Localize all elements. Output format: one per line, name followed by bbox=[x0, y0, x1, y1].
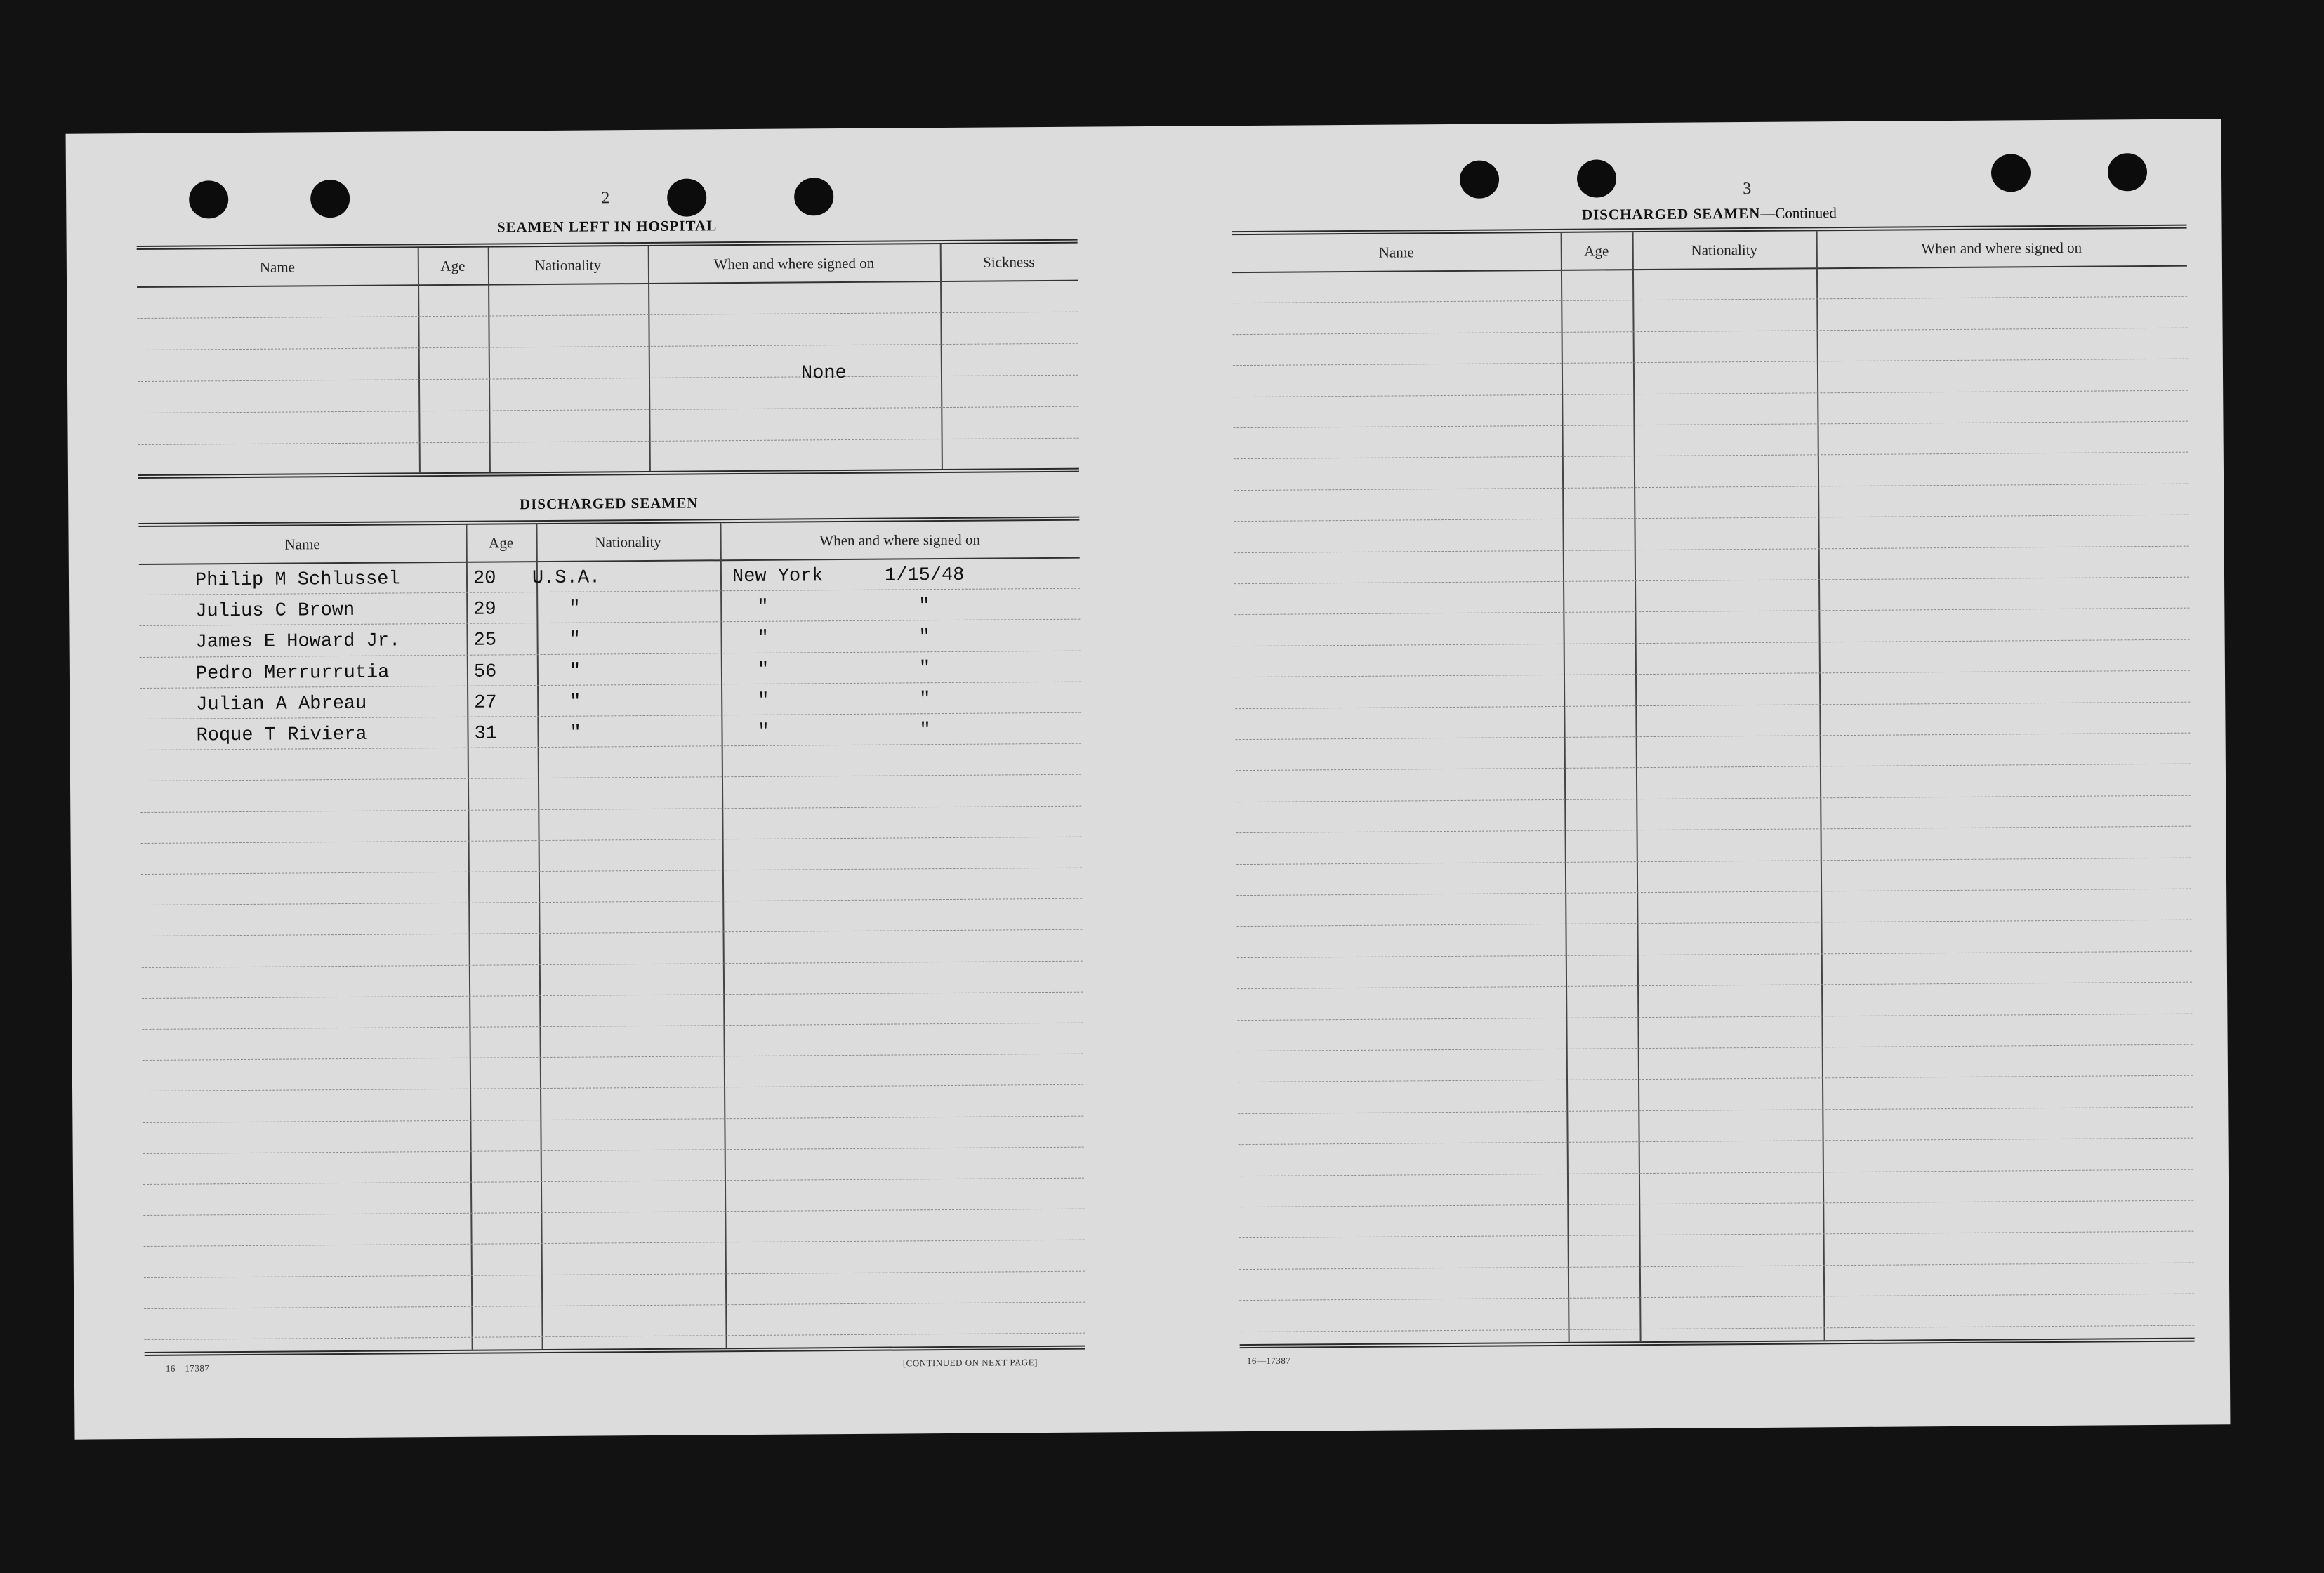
row-rule bbox=[1236, 795, 2191, 802]
right-page bbox=[1217, 119, 2231, 1431]
seaman-age: 29 bbox=[473, 599, 496, 620]
column-header-age: Age bbox=[1584, 241, 1609, 260]
discharged-continued-title: DISCHARGED SEAMEN—Continued bbox=[1581, 204, 1837, 223]
seaman-nationality: " bbox=[569, 691, 581, 713]
seaman-age: 25 bbox=[473, 630, 497, 652]
form-number: 16—17387 bbox=[165, 1362, 210, 1374]
hospital-none-entry: None bbox=[800, 362, 847, 385]
discharged-table bbox=[138, 517, 1085, 1356]
punch-hole bbox=[189, 180, 228, 218]
discharged-continued-table bbox=[1232, 225, 2195, 1348]
row-rule bbox=[141, 898, 1082, 905]
column-header-name: Name bbox=[1378, 243, 1414, 261]
signed-on-place: New York bbox=[732, 566, 824, 588]
row-rule bbox=[140, 805, 1081, 812]
row-rule bbox=[1239, 1231, 2194, 1238]
row-rule bbox=[1238, 1106, 2193, 1113]
signed-on-date: " bbox=[919, 689, 931, 711]
row-rule bbox=[144, 1270, 1085, 1277]
column-header-signed-on: When and where signed on bbox=[713, 254, 875, 272]
punch-hole bbox=[2108, 153, 2147, 191]
row-rule bbox=[143, 1115, 1083, 1122]
row-rule bbox=[1237, 1013, 2192, 1020]
column-header-nationality: Nationality bbox=[534, 255, 602, 274]
column-header-name: Name bbox=[259, 258, 296, 276]
left-page bbox=[66, 126, 1177, 1440]
row-rule bbox=[1238, 1044, 2193, 1051]
signed-on-place: " bbox=[757, 659, 770, 681]
row-rule bbox=[140, 774, 1081, 781]
row-rule bbox=[1233, 359, 2188, 366]
seaman-age: 56 bbox=[473, 661, 497, 683]
row-rule bbox=[144, 1301, 1085, 1308]
seaman-nationality: " bbox=[569, 722, 581, 744]
row-rule bbox=[143, 1146, 1084, 1153]
punch-hole bbox=[794, 178, 833, 215]
punch-hole bbox=[1991, 154, 2031, 192]
row-rule bbox=[1238, 1075, 2193, 1082]
signed-on-place: " bbox=[757, 628, 769, 650]
row-rule bbox=[1235, 701, 2190, 708]
row-rule bbox=[1239, 1169, 2193, 1176]
manifest-sheet bbox=[66, 119, 2231, 1439]
punch-hole bbox=[1460, 160, 1499, 198]
column-header-nationality: Nationality bbox=[1691, 241, 1758, 259]
seaman-name: Roque T Riviera bbox=[196, 724, 367, 747]
row-rule bbox=[142, 929, 1083, 936]
row-rule bbox=[143, 1054, 1083, 1061]
seaman-name: Philip M Schlussel bbox=[194, 569, 400, 592]
page-number: 3 bbox=[1743, 179, 1752, 199]
row-rule bbox=[1232, 296, 2187, 303]
row-rule bbox=[142, 960, 1083, 967]
page-number: 2 bbox=[601, 189, 610, 208]
continued-note: [CONTINUED ON NEXT PAGE] bbox=[902, 1357, 1038, 1369]
seaman-name: James E Howard Jr. bbox=[195, 630, 401, 653]
row-rule bbox=[1236, 857, 2191, 864]
row-rule bbox=[143, 1178, 1084, 1185]
row-rule bbox=[1236, 764, 2191, 771]
signed-on-place: " bbox=[758, 690, 770, 712]
row-rule bbox=[1233, 390, 2188, 397]
seaman-name: Pedro Merrurrutia bbox=[195, 662, 390, 685]
seaman-age: 20 bbox=[473, 568, 496, 590]
column-header-name: Name bbox=[284, 535, 320, 553]
signed-on-date: " bbox=[919, 720, 931, 742]
column-header-signed-on: When and where signed on bbox=[1921, 239, 2082, 257]
column-header-age: Age bbox=[440, 257, 466, 274]
row-rule bbox=[1234, 608, 2189, 615]
row-rule bbox=[141, 868, 1082, 875]
seaman-nationality: " bbox=[569, 598, 581, 620]
row-rule bbox=[1239, 1325, 2194, 1332]
row-rule bbox=[1234, 421, 2188, 428]
row-rule bbox=[1234, 545, 2189, 552]
row-rule bbox=[1239, 1262, 2194, 1269]
row-rule bbox=[1239, 1200, 2193, 1207]
row-rule bbox=[1236, 920, 2191, 927]
seaman-nationality: " bbox=[569, 661, 581, 682]
row-rule bbox=[141, 836, 1082, 843]
seaman-name: Julius C Brown bbox=[195, 600, 355, 623]
column-header-nationality: Nationality bbox=[595, 533, 661, 550]
column-header-signed-on: When and where signed on bbox=[819, 531, 980, 549]
column-header-age: Age bbox=[489, 533, 514, 552]
punch-hole bbox=[310, 180, 350, 218]
punch-hole bbox=[667, 178, 706, 216]
row-rule bbox=[1236, 826, 2191, 833]
row-rule bbox=[1235, 639, 2190, 646]
signed-on-date: 1/15/48 bbox=[884, 564, 965, 587]
signed-on-date: " bbox=[918, 596, 930, 618]
seaman-nationality: U.S.A. bbox=[532, 567, 601, 590]
column-header-sickness: Sickness bbox=[983, 253, 1035, 271]
row-rule bbox=[145, 1333, 1085, 1340]
seaman-nationality: " bbox=[569, 630, 581, 651]
row-rule bbox=[1236, 889, 2191, 896]
row-rule bbox=[142, 991, 1083, 998]
hospital-row-lines bbox=[137, 280, 1079, 474]
row-rule bbox=[1237, 982, 2192, 989]
row-rule bbox=[1239, 1138, 2193, 1145]
signed-on-place: " bbox=[757, 597, 769, 619]
signed-on-date: " bbox=[918, 658, 931, 679]
seaman-age: 27 bbox=[474, 692, 497, 714]
hospital-section-title: SEAMEN LEFT IN HOSPITAL bbox=[496, 217, 718, 236]
row-rule bbox=[142, 1023, 1083, 1030]
row-rule bbox=[144, 1240, 1085, 1247]
row-rule bbox=[1234, 577, 2189, 584]
row-rule bbox=[1235, 670, 2190, 677]
row-rule bbox=[1233, 327, 2188, 334]
row-rule bbox=[143, 1084, 1083, 1091]
signed-on-place: " bbox=[758, 721, 770, 743]
discharged-section-title: DISCHARGED SEAMEN bbox=[519, 494, 699, 513]
form-number: 16—17387 bbox=[1246, 1355, 1291, 1367]
row-rule bbox=[1234, 483, 2188, 490]
row-rule bbox=[143, 1209, 1084, 1216]
seaman-name: Julian A Abreau bbox=[196, 693, 367, 716]
hospital-table bbox=[137, 239, 1079, 479]
row-rule bbox=[1239, 1294, 2194, 1301]
continued-row-lines bbox=[1232, 265, 2195, 1344]
row-rule bbox=[1234, 452, 2188, 459]
row-rule bbox=[1237, 950, 2192, 957]
punch-hole bbox=[1577, 159, 1616, 197]
row-rule bbox=[1234, 515, 2188, 522]
signed-on-date: " bbox=[918, 627, 930, 649]
seaman-age: 31 bbox=[474, 723, 498, 745]
row-rule bbox=[1236, 733, 2191, 740]
